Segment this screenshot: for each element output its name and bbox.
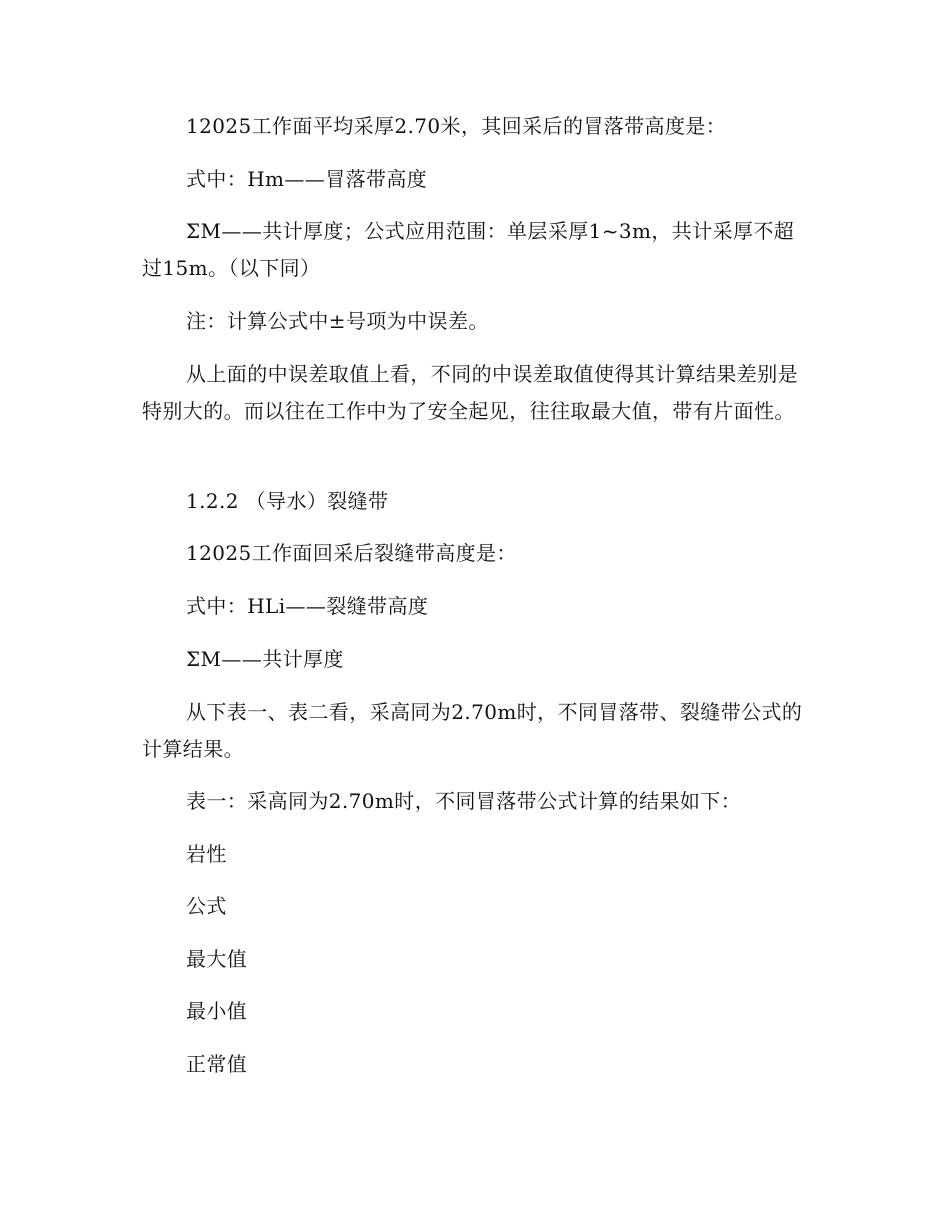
table-header-min-value: 最小值 [186,999,248,1023]
paragraph-note-error: 注：计算公式中±号项为中误差。 [186,309,489,333]
paragraph-caving-zone-intro: 12025工作面平均采厚2.70米，其回采后的冒落带高度是： [186,114,727,138]
table-header-lithology: 岩性 [186,842,227,866]
table-header-max-value: 最大值 [186,947,248,971]
section-heading-fracture-zone: 1.2.2 （导水）裂缝带 [186,489,389,513]
paragraph-fracture-zone-intro: 12025工作面回采后裂缝带高度是： [186,541,517,565]
paragraph-sum-m-range: ΣM——共计厚度；公式应用范围：单层采厚1~3m，共计采厚不超过15m。（以下同） [142,219,795,280]
table-header-formula: 公式 [186,894,227,918]
paragraph-hli-definition: 式中：HLi——裂缝带高度 [186,594,429,618]
paragraph-hm-definition: 式中：Hm——冒落带高度 [186,167,428,191]
paragraph-sum-m-definition: ΣM——共计厚度 [186,647,344,671]
table-header-normal-value: 正常值 [186,1052,248,1076]
paragraph-table-reference: 从下表一、表二看，采高同为2.70m时，不同冒落带、裂缝带公式的计算结果。 [142,700,803,761]
paragraph-error-analysis: 从上面的中误差取值上看，不同的中误差取值使得其计算结果差别是特别大的。而以往在工作中为了安全起见，往往取最大值，带有片面性。 [142,362,798,423]
table-one-caption: 表一：采高同为2.70m时，不同冒落带公式计算的结果如下： [186,789,742,813]
